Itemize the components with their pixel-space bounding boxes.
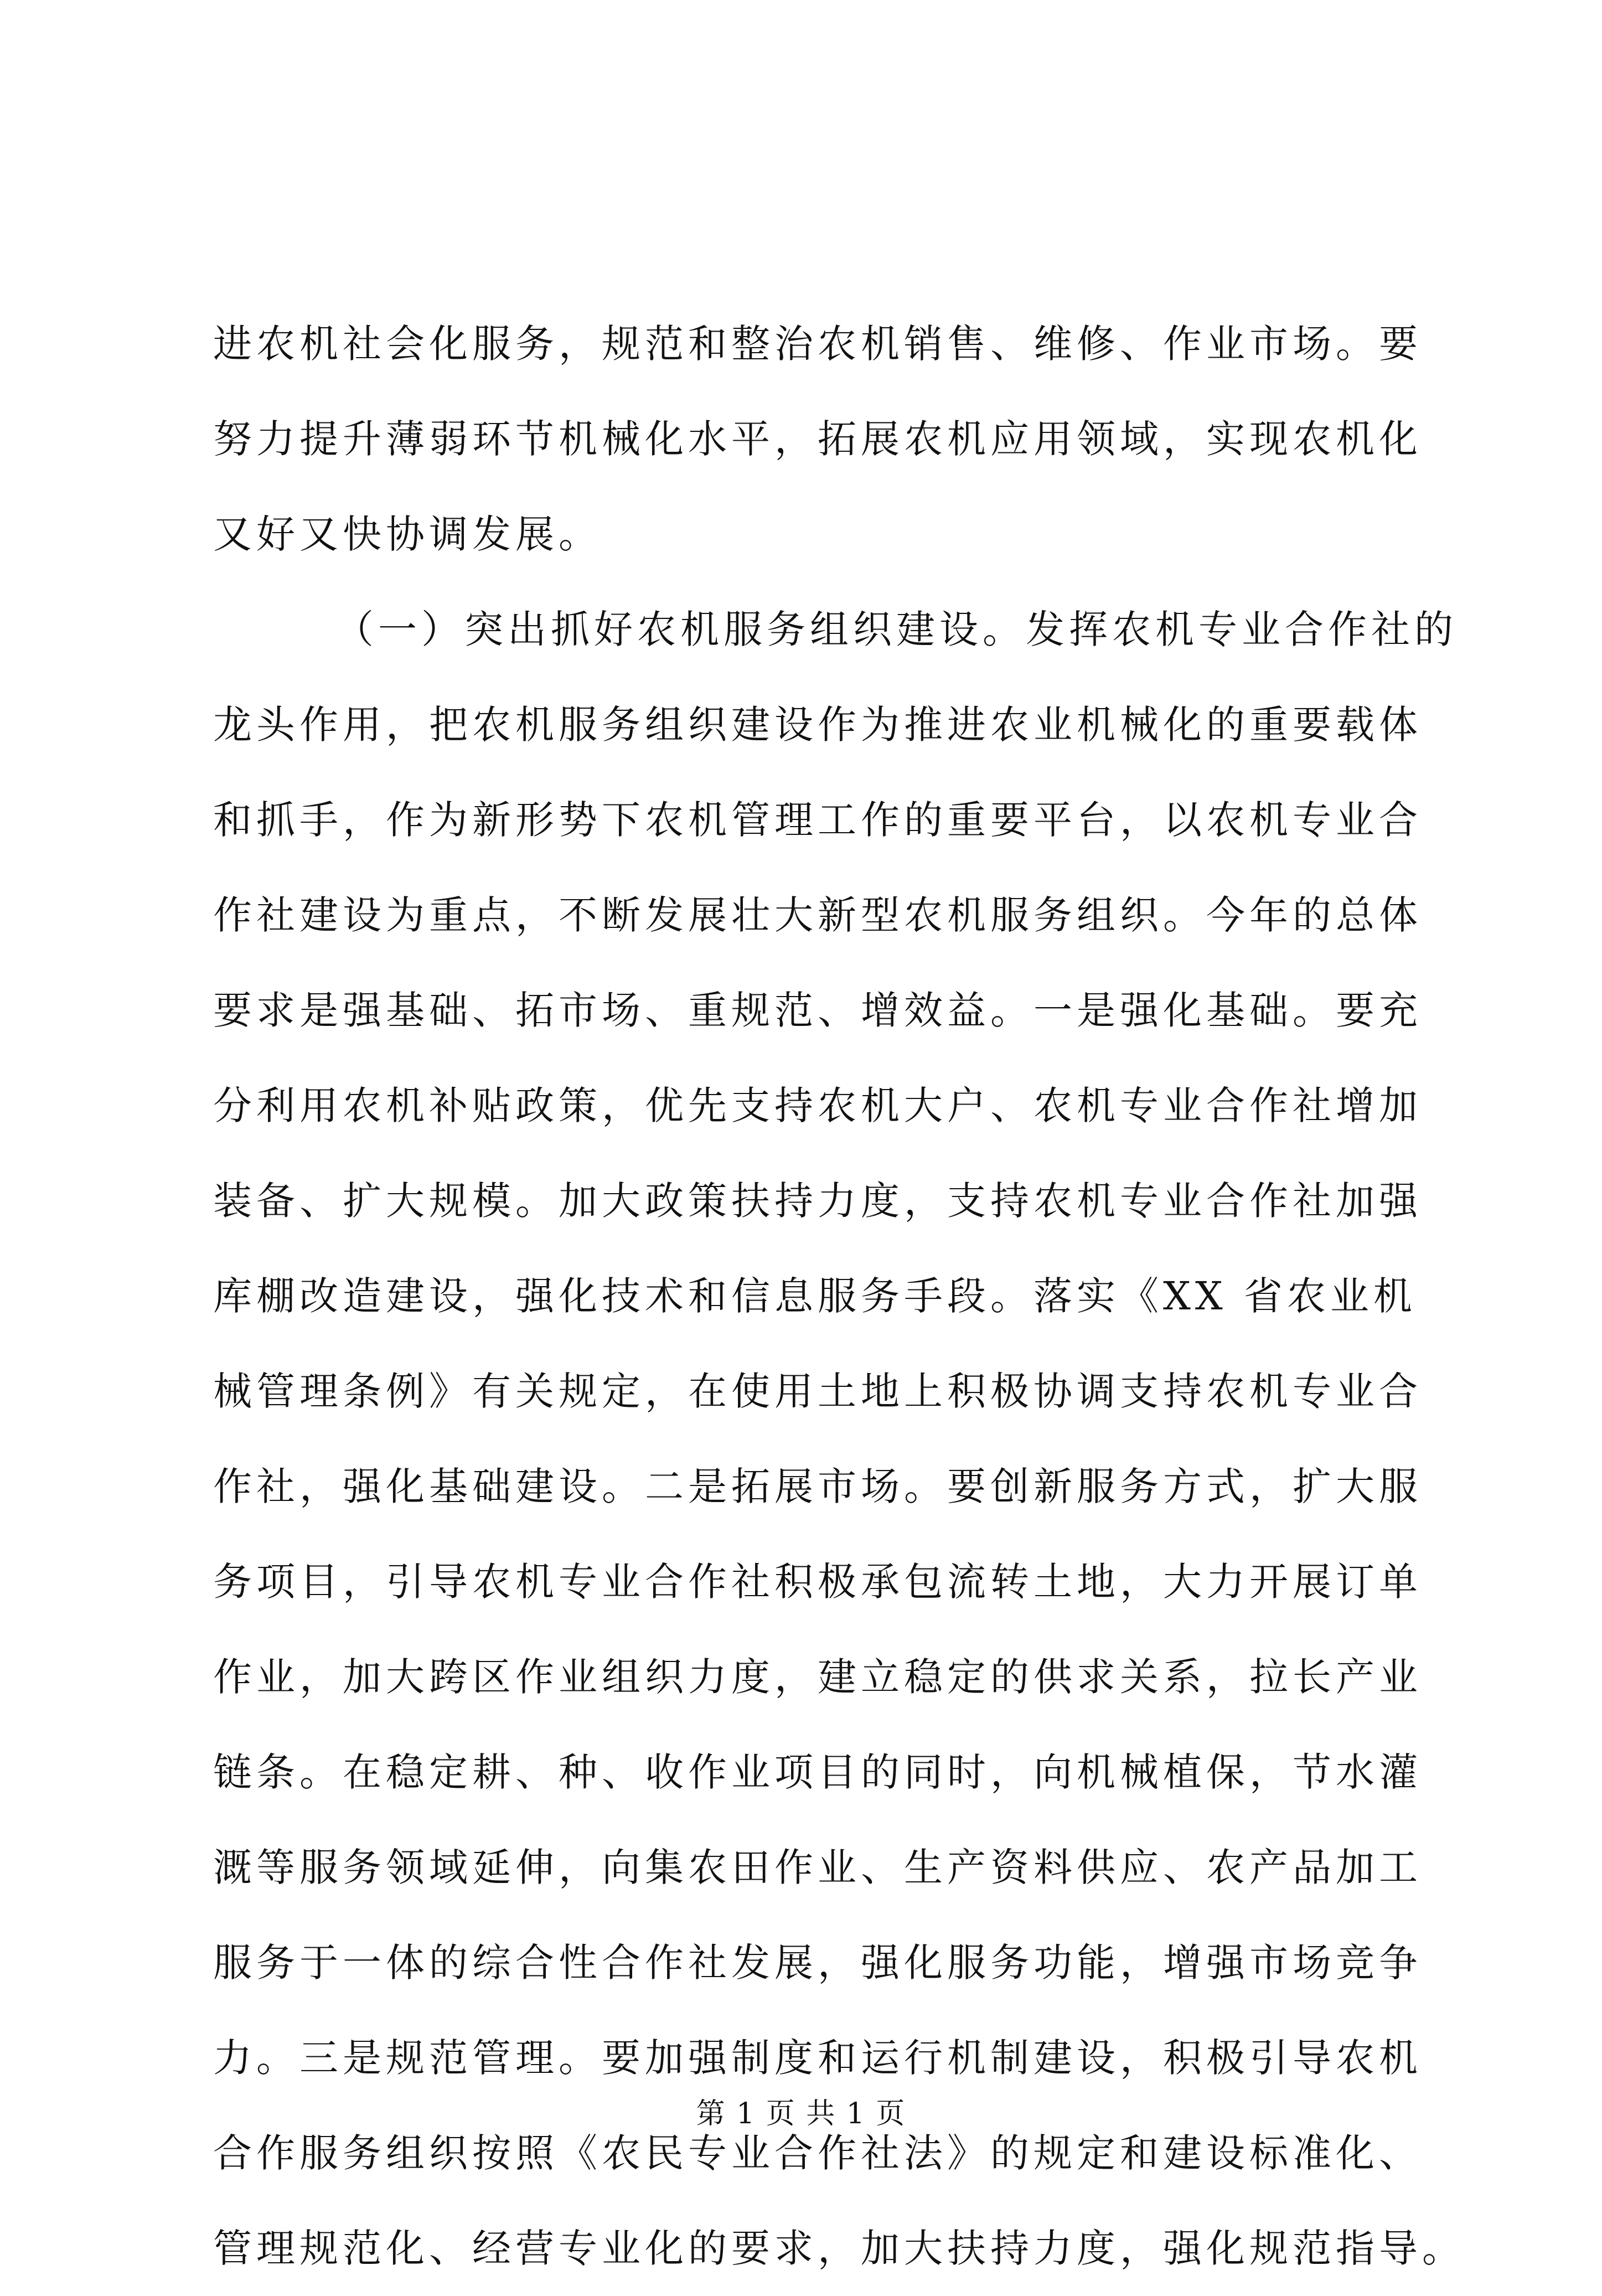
text-line: 又好又快协调发展。 [213,512,602,557]
text-line: 链条。在稳定耕、种、收作业项目的同时，向机械植保，节水灌 [213,1750,1422,1795]
page-number-footer: 第 1 页 共 1 页 [696,2097,906,2130]
text-line: 龙头作用，把农机服务组织建设作为推进农业机械化的重要载体 [213,702,1422,747]
text-line: 力。三是规范管理。要加强制度和运行机制建设，积极引导农机 [213,2035,1422,2081]
text-line: 作社，强化基础建设。二是拓展市场。要创新服务方式，扩大服 [213,1464,1422,1509]
text-line: 作社建设为重点，不断发展壮大新型农机服务组织。今年的总体 [213,892,1422,938]
text-line: 务项目，引导农机专业合作社积极承包流转土地，大力开展订单 [213,1559,1422,1604]
paragraph-heading-line: （一）突出抓好农机服务组织建设。发挥农机专业合作社的 [335,607,1458,652]
text-line: 库棚改造建设，强化技术和信息服务手段。落实《XX 省农业机 [213,1273,1417,1319]
text-line: 装备、扩大规模。加大政策扶持力度，支持农机专业合作社加强 [213,1178,1422,1224]
text-line: 进农机社会化服务，规范和整治农机销售、维修、作业市场。要 [213,321,1422,367]
text-line: 努力提升薄弱环节机械化水平，拓展农机应用领域，实现农机化 [213,416,1422,462]
text-line: 作业，加大跨区作业组织力度，建立稳定的供求关系，拉长产业 [213,1654,1422,1700]
text-line: 服务于一体的综合性合作社发展，强化服务功能，增强市场竞争 [213,1940,1422,1985]
text-line: 管理规范化、经营专业化的要求，加大扶持力度，强化规范指导。 [213,2226,1465,2271]
text-line: 分利用农机补贴政策，优先支持农机大户、农机专业合作社增加 [213,1083,1422,1128]
text-line: 合作服务组织按照《农民专业合作社法》的规定和建设标准化、 [213,2130,1422,2176]
text-line: 要求是强基础、拓市场、重规范、增效益。一是强化基础。要充 [213,988,1422,1033]
text-line: 溉等服务领域延伸，向集农田作业、生产资料供应、农产品加工 [213,1845,1422,1890]
text-line: 械管理条例》有关规定，在使用土地上积极协调支持农机专业合 [213,1369,1422,1414]
text-line: 和抓手，作为新形势下农机管理工作的重要平台，以农机专业合 [213,797,1422,843]
body-text [213,296,1465,2296]
